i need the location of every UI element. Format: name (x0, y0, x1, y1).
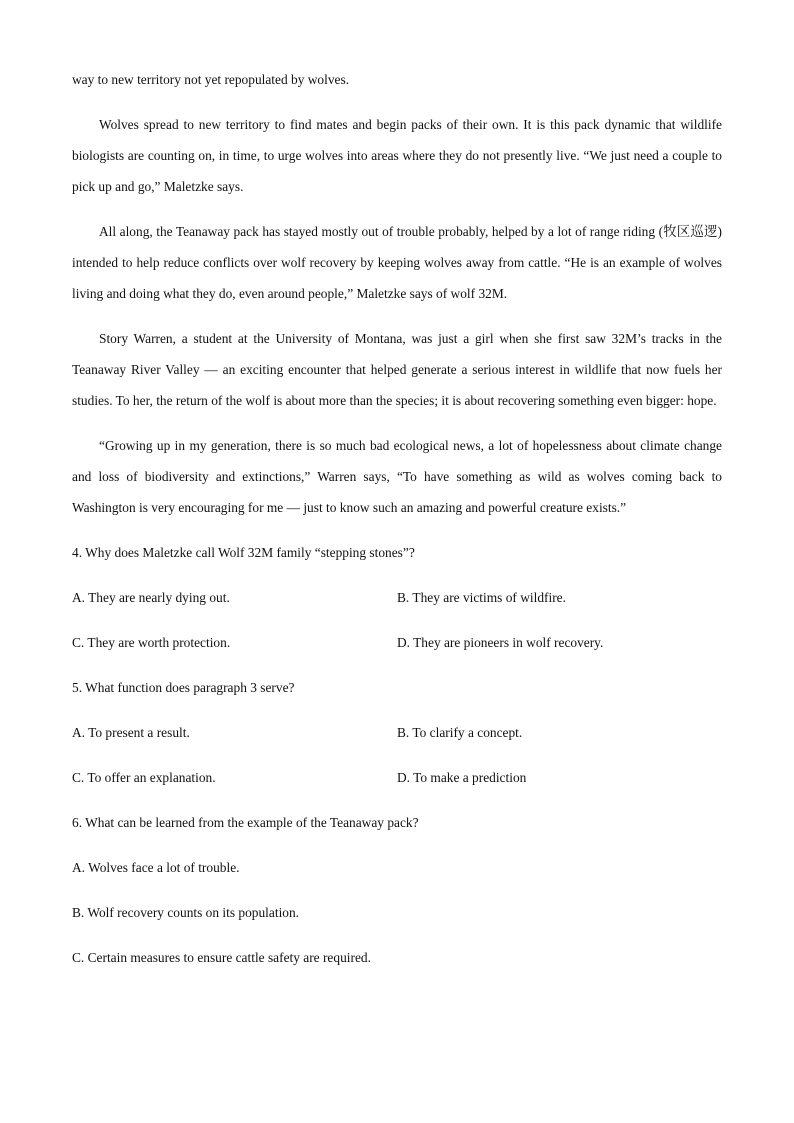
answer-options (72, 582, 722, 613)
passage-paragraph: Wolves spread to new territory to find mates and begin packs of their own. It is this pack dynamic that wildlife biologists are counting on, in time, to urge wolves into areas where they do not presently live. “We just need a couple to pick up and go,” Maletzke says. (72, 117, 722, 194)
question-stem: 5. What function does paragraph 3 serve? (72, 680, 295, 695)
answer-option: B. They are victims of wildfire. (397, 590, 566, 605)
answer-option: A. They are nearly dying out. (72, 590, 230, 605)
answer-options (72, 762, 722, 793)
passage-paragraph: All along, the Teanaway pack has stayed mostly out of trouble probably, helped by a lot of range riding (牧区巡逻) intended to help reduce conflicts over wolf recovery by keeping wolves away from cattle. “He is an example of wolves living and doing what they do, even around people,” Maletzke says of wolf 32M. (72, 224, 722, 301)
answer-option: A. To present a result. (72, 725, 190, 740)
answer-option: B. To clarify a concept. (397, 725, 523, 740)
document-page (72, 64, 722, 973)
answer-options (72, 627, 722, 658)
question-stem: 6. What can be learned from the example of the Teanaway pack? (72, 815, 419, 830)
answer-option: B. Wolf recovery counts on its population. (72, 905, 300, 920)
answer-options (72, 717, 722, 748)
answer-option: A. Wolves face a lot of trouble. (72, 860, 240, 875)
answer-option: D. To make a prediction (397, 770, 527, 785)
answer-option: D. They are pioneers in wolf recovery. (397, 635, 604, 650)
passage-paragraph: Story Warren, a student at the University of Montana, was just a girl when she first saw 32M’s tracks in the Teanaway River Valley — an exciting encounter that helped generate a serious interest in wildlife that now fuels her studies. To her, the return of the wolf is about more than the species; it is about recovering something even bigger: hope. (72, 331, 722, 408)
answer-option: C. Certain measures to ensure cattle safety are required. (72, 950, 371, 965)
question-stem: 4. Why does Maletzke call Wolf 32M family “stepping stones”? (72, 545, 415, 560)
answer-option: C. To offer an explanation. (72, 770, 216, 785)
answer-option: C. They are worth protection. (72, 635, 231, 650)
passage-paragraph: “Growing up in my generation, there is so much bad ecological news, a lot of hopelessness about climate change and loss of biodiversity and extinctions,” Warren says, “To have something as wild as wolves coming back to Washington is very encouraging for me — just to know such an amazing and powerful creature exists.” (72, 438, 722, 515)
passage-continuation-line: way to new territory not yet repopulated by wolves. (72, 72, 350, 87)
